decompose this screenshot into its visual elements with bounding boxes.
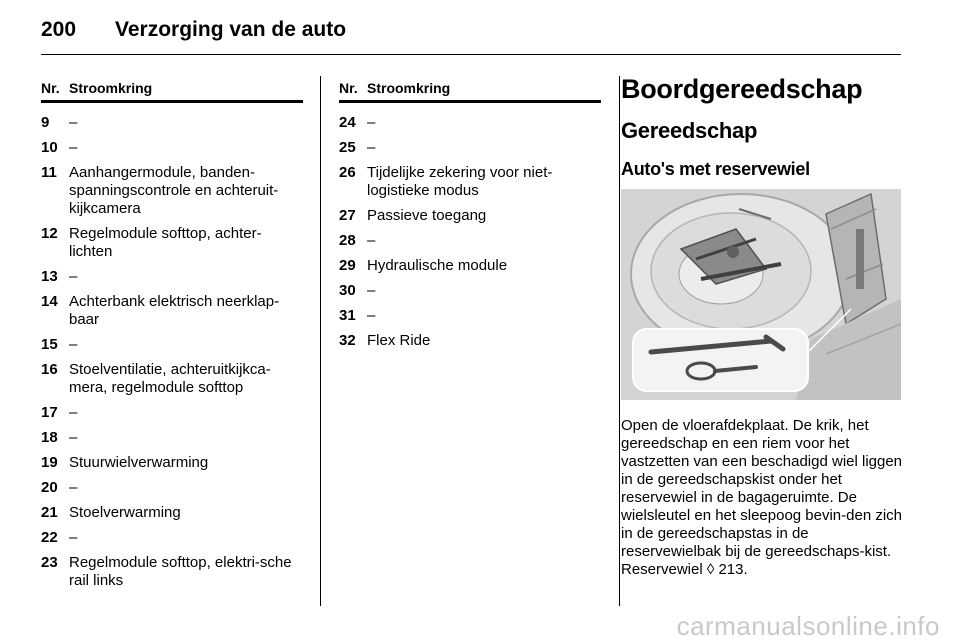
- page-title: Verzorging van de auto: [115, 18, 347, 41]
- table-row: [41, 479, 303, 497]
- column-header-nr: Nr.: [339, 80, 358, 96]
- fuse-number: 20: [41, 479, 58, 496]
- table-row: [339, 282, 601, 300]
- circuit-description: –: [367, 282, 376, 299]
- circuit-description: Regelmodule softtop, achter-lichten: [69, 225, 262, 260]
- table-row: [41, 454, 303, 472]
- table-row: [339, 207, 601, 225]
- circuit-description: –: [69, 479, 78, 496]
- circuit-description: –: [367, 114, 376, 131]
- watermark: carmanualsonline.info: [676, 611, 940, 641]
- circuit-description: Flex Ride: [367, 332, 431, 349]
- fuse-number: 18: [41, 429, 58, 446]
- fuse-number: 10: [41, 139, 58, 156]
- table-row: [41, 293, 303, 329]
- table-row: [339, 332, 601, 350]
- circuit-description: –: [69, 429, 78, 446]
- circuit-description: –: [367, 139, 376, 156]
- spare-wheel-tools-illustration: [621, 189, 901, 400]
- tools-section: [621, 72, 903, 579]
- circuit-description: –: [367, 232, 376, 249]
- circuit-description: Hydraulische module: [367, 257, 508, 274]
- table-row: [41, 268, 303, 286]
- fuse-number: 19: [41, 454, 58, 471]
- table-row: [41, 225, 303, 261]
- page-number: 200: [41, 18, 77, 41]
- table-body: [41, 114, 303, 590]
- fuse-number: 27: [339, 207, 356, 224]
- table-body: [339, 114, 601, 350]
- circuit-description: Stoelventilatie, achteruitkijkca-mera, regelmodule softtop: [69, 361, 271, 396]
- fuse-table-left: [41, 78, 303, 597]
- table-row: [339, 232, 601, 250]
- section-title: Boordgereedschap: [621, 74, 863, 104]
- circuit-description: Stoelverwarming: [69, 504, 181, 521]
- fuse-number: 30: [339, 282, 356, 299]
- table-row: [339, 114, 601, 132]
- circuit-description: –: [69, 139, 78, 156]
- circuit-description: Stuurwielverwarming: [69, 454, 209, 471]
- fuse-number: 25: [339, 139, 356, 156]
- page-header: [41, 16, 901, 55]
- fuse-number: 11: [41, 164, 57, 181]
- circuit-description: Passieve toegang: [367, 207, 487, 224]
- table-row: [339, 164, 601, 200]
- circuit-description: Regelmodule softtop, elektri-sche rail links: [69, 554, 292, 589]
- fuse-number: 22: [41, 529, 58, 546]
- circuit-description: Aanhangermodule, banden-spanningscontrole en achteruit-kijkcamera: [69, 164, 279, 217]
- column-header-circuit: Stroomkring: [367, 80, 451, 96]
- table-row: [339, 307, 601, 325]
- fuse-number: 31: [339, 307, 356, 324]
- fuse-number: 28: [339, 232, 356, 249]
- circuit-description: –: [367, 307, 376, 324]
- column-divider: [619, 76, 620, 606]
- fuse-number: 12: [41, 225, 58, 242]
- column-divider: [320, 76, 321, 606]
- table-row: [41, 361, 303, 397]
- circuit-description: Tijdelijke zekering voor niet-logistieke modus: [367, 164, 553, 199]
- table-row: [41, 529, 303, 547]
- table-header: [339, 78, 601, 103]
- table-row: [41, 554, 303, 590]
- fuse-number: 15: [41, 336, 58, 353]
- circuit-description: –: [69, 114, 78, 131]
- circuit-description: –: [69, 404, 78, 421]
- circuit-description: –: [69, 529, 78, 546]
- fuse-table-right: [339, 78, 601, 357]
- circuit-description: Achterbank elektrisch neerklap-baar: [69, 293, 280, 328]
- fuse-number: 21: [41, 504, 58, 521]
- circuit-description: –: [69, 268, 78, 285]
- fuse-number: 17: [41, 404, 58, 421]
- table-header: [41, 78, 303, 103]
- table-row: [41, 139, 303, 157]
- table-row: [41, 114, 303, 132]
- section-subsubtitle: Auto's met reservewiel: [621, 159, 810, 179]
- fuse-number: 24: [339, 114, 356, 131]
- table-row: [41, 404, 303, 422]
- section-body: Open de vloerafdekplaat. De krik, het gereedschap en een riem voor het vastzetten van een beschadigd wiel liggen in de gereedschapskist onder het reservewiel in de bagageruimte. De wielsleutel en het sleepoog bevin-den zich in de gereedschapstas in de reservewielbak bij de gereedschaps-kist. Reservewiel ◊ 213.: [621, 417, 903, 578]
- fuse-number: 29: [339, 257, 356, 274]
- fuse-number: 16: [41, 361, 58, 378]
- fuse-number: 32: [339, 332, 356, 349]
- table-row: [339, 257, 601, 275]
- fuse-number: 14: [41, 293, 58, 310]
- fuse-number: 23: [41, 554, 58, 571]
- table-row: [41, 336, 303, 354]
- section-subtitle: Gereedschap: [621, 118, 758, 143]
- table-row: [41, 504, 303, 522]
- column-header-nr: Nr.: [41, 80, 60, 96]
- fuse-number: 9: [41, 114, 50, 131]
- table-row: [339, 139, 601, 157]
- fuse-number: 26: [339, 164, 356, 181]
- table-row: [41, 429, 303, 447]
- fuse-number: 13: [41, 268, 58, 285]
- column-header-circuit: Stroomkring: [69, 80, 153, 96]
- circuit-description: –: [69, 336, 78, 353]
- table-row: [41, 164, 303, 218]
